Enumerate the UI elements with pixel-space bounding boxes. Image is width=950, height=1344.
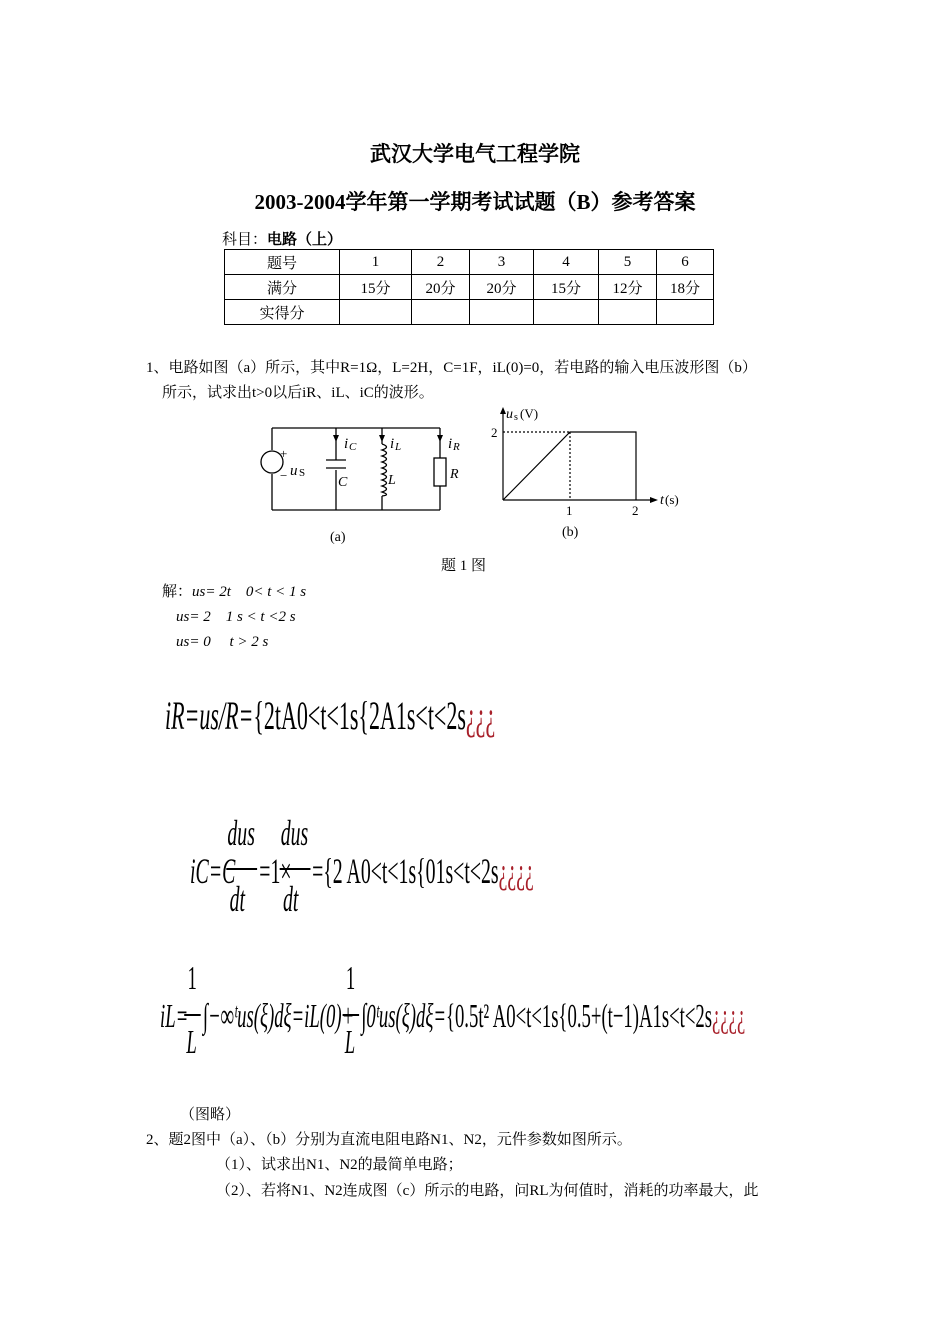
formula-il-den: L <box>186 1024 197 1061</box>
table-cell <box>340 300 412 325</box>
table-cell: 2 <box>412 250 470 275</box>
formula-il-lhs: iL= <box>160 998 189 1035</box>
formula-ic-tail: ¿¿¿¿ <box>498 851 534 891</box>
fraction-bar <box>184 1014 201 1016</box>
y-axis-label: u <box>506 407 513 422</box>
fig-b-caption: (b) <box>562 525 579 540</box>
figure-caption: 题 1 图 <box>441 558 487 574</box>
table-cell: 20分 <box>470 275 534 300</box>
formula-ir <box>165 676 615 756</box>
table-cell: 题号 <box>225 250 340 275</box>
formula-ic-mid: =1× <box>259 851 292 891</box>
plus-label: + <box>280 446 288 461</box>
c-label: C <box>338 475 348 490</box>
table-cell <box>412 300 470 325</box>
page-title: 武汉大学电气工程学院 <box>370 142 580 166</box>
exam-subtitle: 2003-2004学年第一学期考试试题（B）参考答案 <box>254 190 696 214</box>
formula-ic-cases: ={2 A0<t<1s{01s<t<2s <box>312 851 499 891</box>
table-cell <box>470 300 534 325</box>
solution-us-1: us= 2t 0< t < 1 s <box>192 584 307 600</box>
q2-line1: 2、题2图中（a）、（b）分别为直流电阻电路N1、N2，元件参数如图所示。 <box>146 1132 632 1148</box>
formula-ir-lhs: iR=us/R= <box>165 693 254 738</box>
table-row <box>225 275 714 300</box>
table-cell: 18分 <box>657 275 714 300</box>
ir-sub: R <box>453 441 460 453</box>
fraction-bar <box>280 868 311 870</box>
subject-line <box>222 228 342 249</box>
table-cell: 12分 <box>599 275 657 300</box>
table-cell: 3 <box>470 250 534 275</box>
q2-line2: （1）、试求出N1、N2的最简单电路； <box>216 1157 463 1173</box>
solution-line3: us= 0 t > 2 s <box>176 634 269 650</box>
formula-il-int1: ∫−∞ᵗus(ξ)dξ=iL(0)+ <box>202 998 355 1035</box>
il-label: i <box>390 436 395 452</box>
q1-text-line2: 所示，试求出t>0以后iR、iL、iC的波形。 <box>162 385 434 401</box>
formula-ic-num: dus <box>227 813 255 853</box>
formula-il-den2: L <box>344 1024 356 1061</box>
table-cell: 5 <box>599 250 657 275</box>
table-cell: 4 <box>534 250 599 275</box>
formula-ic-den2: dt <box>282 879 299 919</box>
ir-label: i <box>448 436 453 452</box>
ic-label: i <box>344 436 349 452</box>
us-label: u <box>290 463 298 479</box>
table-cell <box>657 300 714 325</box>
fig-a-caption: (a) <box>330 530 346 545</box>
circuit-diagram <box>250 418 460 548</box>
fraction-bar <box>343 1014 360 1016</box>
formula-il-num: 1 <box>187 960 197 997</box>
r-label: R <box>450 467 459 482</box>
l-label: L <box>388 473 396 488</box>
table-cell <box>534 300 599 325</box>
us-sub: S <box>299 467 306 479</box>
x-tick-2: 2 <box>632 503 639 518</box>
table-cell: 实得分 <box>225 300 340 325</box>
formula-il-int2: ∫0ᵗus(ξ)dξ= <box>361 998 446 1035</box>
table-cell: 15分 <box>340 275 412 300</box>
x-axis-unit: (s) <box>665 492 679 507</box>
table-cell: 20分 <box>412 275 470 300</box>
y-axis-sub: s <box>514 412 518 423</box>
solution-line1 <box>162 580 306 601</box>
table-cell: 6 <box>657 250 714 275</box>
formula-il-cases: {0.5t² A0<t<1s{0.5+(t−1)A1s<t<2s <box>445 998 713 1035</box>
formula-ic-lhs: iC=C <box>190 851 236 891</box>
figure-omitted-note: （图略） <box>180 1107 241 1123</box>
subject-label: 科目： <box>222 232 268 248</box>
y-axis-unit: (V) <box>520 406 539 421</box>
formula-ic-num2: dus <box>280 813 309 853</box>
table-row <box>225 250 714 275</box>
fraction-bar <box>226 868 257 870</box>
solution-line2: us= 2 1 s < t <2 s <box>176 609 296 625</box>
formula-il-num2: 1 <box>345 960 356 997</box>
formula-ic <box>190 812 690 928</box>
q2-line3: （2）、若将N1、N2连成图（c）所示的电路，问RL为何值时，消耗的功率最大，此 <box>216 1183 759 1199</box>
q1-text-line1: 1、电路如图（a）所示，其中R=1Ω，L=2H，C=1F，iL(0)=0，若电路的输入电压波形图（b） <box>146 360 757 376</box>
voltage-waveform-graph <box>488 402 688 522</box>
subject-value: 电路（上） <box>267 232 343 248</box>
minus-label: − <box>280 468 288 483</box>
table-cell <box>599 300 657 325</box>
formula-il-tail: ¿¿¿¿ <box>712 998 746 1035</box>
formula-ic-den: dt <box>229 879 246 919</box>
y-tick-2: 2 <box>491 425 498 440</box>
table-cell: 1 <box>340 250 412 275</box>
il-sub: L <box>395 441 402 453</box>
formula-il <box>160 958 746 1074</box>
x-axis-label: t <box>660 493 664 508</box>
solution-label: 解： <box>162 584 193 600</box>
formula-ir-tail: ¿¿¿ <box>465 693 496 738</box>
x-tick-1: 1 <box>566 503 573 518</box>
table-cell: 15分 <box>534 275 599 300</box>
score-table <box>224 249 714 325</box>
formula-ir-cases: {2tA0<t<1s{2A1s<t<2s <box>253 693 466 738</box>
ic-sub: C <box>349 441 357 453</box>
table-cell: 满分 <box>225 275 340 300</box>
table-row <box>225 300 714 325</box>
